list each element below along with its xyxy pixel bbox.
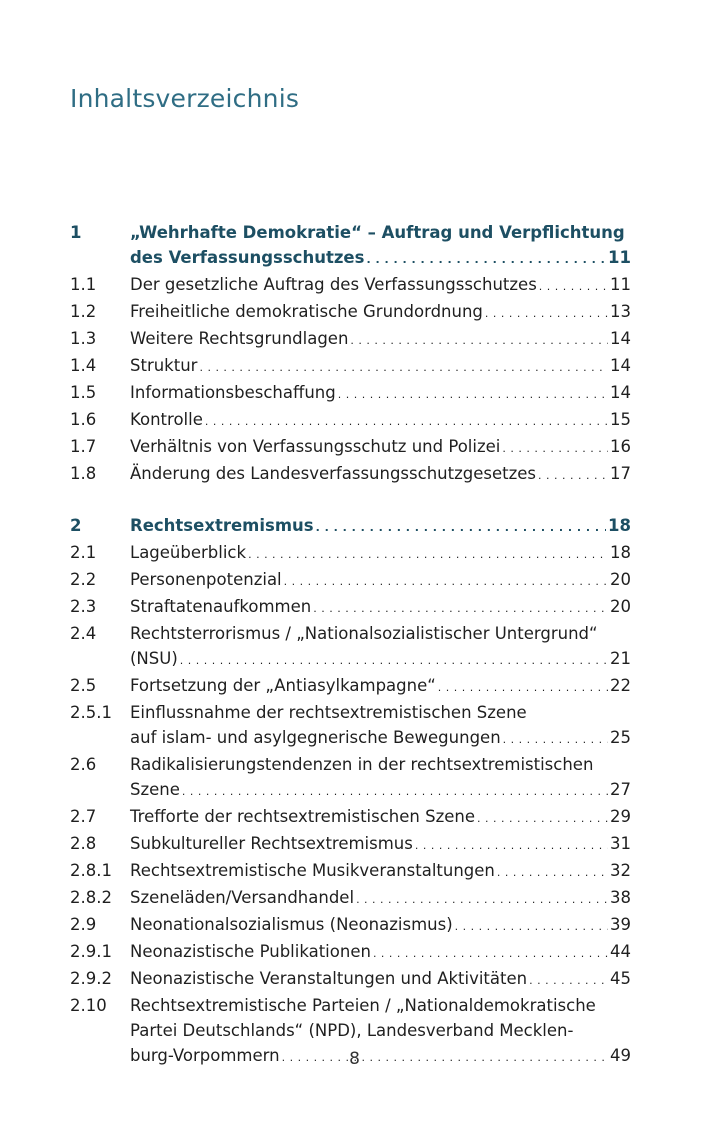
toc-page-number: 45 — [610, 969, 631, 988]
toc-entry-number: 2.3 — [70, 597, 97, 616]
toc-section-entry — [70, 461, 631, 488]
toc-dot-leader — [538, 463, 608, 488]
toc-entry-title — [130, 461, 631, 488]
toc-entry-title — [130, 621, 631, 673]
toc-entry-text: Rechtsextremistische Parteien / „Nationaldemokratische — [130, 996, 596, 1015]
toc-entry-text: Der gesetzliche Auftrag des Verfassungsschutzes — [130, 275, 537, 294]
toc-entry-text: Informationsbeschaffung — [130, 383, 336, 402]
toc-entry-number: 2.6 — [70, 755, 97, 774]
toc-entry-line — [130, 752, 631, 777]
toc-entry-text: Weitere Rechtsgrundlagen — [130, 329, 349, 348]
toc-entry-line — [130, 567, 631, 594]
toc-entry-text: Fortsetzung der „Antiasylkampagne“ — [130, 676, 436, 695]
toc-entry-title — [130, 434, 631, 461]
toc-entry-text: Szene — [130, 780, 180, 799]
toc-dot-leader — [497, 860, 608, 885]
toc-entry-number: 2.8 — [70, 834, 97, 853]
toc-entry-number: 2.9.2 — [70, 969, 112, 988]
toc-section-entry — [70, 858, 631, 885]
toc-entry-line — [130, 966, 631, 993]
toc-section-entry — [70, 752, 631, 804]
toc-entry-line — [130, 912, 631, 939]
toc-entry-text: Partei Deutschlands“ (NPD), Landesverband Mecklen- — [130, 1021, 574, 1040]
toc-page-number: 31 — [610, 834, 631, 853]
toc-dot-leader — [438, 675, 608, 700]
toc-entry-text: Szeneläden/Versandhandel — [130, 888, 355, 907]
toc-entry-line — [130, 272, 631, 299]
toc-entry-text: Verhältnis von Verfassungsschutz und Polizei — [130, 437, 501, 456]
toc-entry-number: 2.1 — [70, 543, 97, 562]
toc-entry-line — [130, 380, 631, 407]
toc-page-number: 18 — [610, 543, 631, 562]
toc-entry-title — [130, 513, 631, 540]
toc-dot-leader — [350, 328, 608, 353]
toc-page-number: 29 — [610, 807, 631, 826]
toc-entry-title — [130, 831, 631, 858]
toc-dot-leader — [356, 887, 608, 912]
toc-spacer — [70, 488, 631, 513]
toc-dot-leader — [415, 833, 608, 858]
toc-entry-title — [130, 326, 631, 353]
toc-entry-text: Neonationalsozialismus (Neonazismus) — [130, 915, 453, 934]
toc-entry-line — [130, 804, 631, 831]
toc-section-entry — [70, 594, 631, 621]
toc-entry-number: 1.2 — [70, 302, 97, 321]
toc-dot-leader — [366, 247, 606, 272]
toc-dot-leader — [373, 941, 608, 966]
toc-entry-text: Rechtsextremistische Musikveranstaltungen — [130, 861, 495, 880]
toc-entry-title — [130, 673, 631, 700]
toc-page-number: 20 — [610, 597, 631, 616]
toc-entry-line — [130, 725, 631, 752]
toc-section-entry — [70, 272, 631, 299]
toc-dot-leader — [338, 382, 608, 407]
toc-page-number: 11 — [610, 275, 631, 294]
toc-entry-line — [130, 220, 631, 245]
toc-section-entry — [70, 380, 631, 407]
toc-dot-leader — [316, 515, 606, 540]
toc-page-number: 13 — [610, 302, 631, 321]
toc-entry-title — [130, 299, 631, 326]
toc-page-number: 39 — [610, 915, 631, 934]
toc-entry-text: (NSU) — [130, 649, 178, 668]
toc-entry-number: 2.9.1 — [70, 942, 112, 961]
toc-section-entry — [70, 407, 631, 434]
toc-section-entry — [70, 567, 631, 594]
toc-dot-leader — [182, 779, 608, 804]
toc-entry-line — [130, 434, 631, 461]
toc-entry-number: 1.6 — [70, 410, 97, 429]
toc-page-number: 22 — [610, 676, 631, 695]
toc-page-number: 14 — [610, 383, 631, 402]
toc-entry-title — [130, 353, 631, 380]
toc-section-entry — [70, 912, 631, 939]
toc-chapter-entry — [70, 220, 631, 272]
toc-entry-number: 2.8.2 — [70, 888, 112, 907]
toc-entry-title — [130, 858, 631, 885]
toc-entry-line — [130, 461, 631, 488]
toc-section-entry — [70, 621, 631, 673]
toc-entry-number: 1.7 — [70, 437, 97, 456]
toc-entry-text: Freiheitliche demokratische Grundordnung — [130, 302, 483, 321]
toc-entry-number: 2.5 — [70, 676, 97, 695]
toc-section-entry — [70, 939, 631, 966]
toc-page-number: 32 — [610, 861, 631, 880]
toc-entry-number: 1 — [70, 223, 82, 242]
toc-entry-text: Neonazistische Veranstaltungen und Aktivitäten — [130, 969, 528, 988]
toc-entry-number: 1.8 — [70, 464, 97, 483]
toc-section-entry — [70, 804, 631, 831]
toc-page-number: 14 — [610, 356, 631, 375]
toc-section-entry — [70, 831, 631, 858]
toc-section-entry — [70, 353, 631, 380]
toc-page-number: 16 — [610, 437, 631, 456]
toc-dot-leader — [455, 914, 608, 939]
toc-dot-leader — [199, 355, 608, 380]
toc-chapter-entry — [70, 513, 631, 540]
toc-entry-line — [130, 540, 631, 567]
toc-entry-text: Lageüberblick — [130, 543, 247, 562]
toc-entry-number: 2.7 — [70, 807, 97, 826]
toc-entry-line — [130, 621, 631, 646]
toc-entry-title — [130, 912, 631, 939]
toc-page-number: 21 — [610, 649, 631, 668]
toc-entry-line — [130, 353, 631, 380]
toc-entry-line — [130, 245, 631, 272]
toc-dot-leader — [284, 569, 608, 594]
toc-entry-line — [130, 1018, 631, 1043]
toc-entry-text: auf islam- und asylgegnerische Bewegungen — [130, 728, 501, 747]
toc-page-number: 49 — [610, 1046, 631, 1065]
toc-entry-line — [130, 939, 631, 966]
toc-section-entry — [70, 540, 631, 567]
toc-page-number: 14 — [610, 329, 631, 348]
toc-entry-line — [130, 858, 631, 885]
toc-entry-text: Rechtsextremismus — [130, 516, 314, 535]
toc-entry-line — [130, 993, 631, 1018]
toc-entry-number: 1.4 — [70, 356, 97, 375]
toc-entry-text: Radikalisierungstendenzen in der rechtsextremistischen — [130, 755, 594, 774]
toc-section-entry — [70, 299, 631, 326]
toc-entry-text: Straftatenaufkommen — [130, 597, 312, 616]
toc-section-entry — [70, 700, 631, 752]
toc-section-entry — [70, 326, 631, 353]
toc-page-number: 11 — [608, 248, 631, 267]
toc-dot-leader — [313, 596, 608, 621]
toc-entry-title — [130, 567, 631, 594]
toc-entry-number: 1.1 — [70, 275, 97, 294]
toc-entry-text: Rechtsterrorismus / „Nationalsozialistischer Untergrund“ — [130, 624, 598, 643]
toc-entry-line — [130, 700, 631, 725]
toc-section-entry — [70, 673, 631, 700]
table-of-contents — [70, 220, 631, 1070]
toc-entry-text: „Wehrhafte Demokratie“ – Auftrag und Verpflichtung — [130, 223, 625, 242]
toc-page-number: 20 — [610, 570, 631, 589]
toc-entry-title — [130, 885, 631, 912]
toc-page-number: 15 — [610, 410, 631, 429]
toc-dot-leader — [248, 542, 608, 567]
toc-entry-text: Personenpotenzial — [130, 570, 282, 589]
toc-entry-number: 1.3 — [70, 329, 97, 348]
toc-entry-line — [130, 885, 631, 912]
toc-section-entry — [70, 434, 631, 461]
toc-entry-text: Änderung des Landesverfassungsschutzgesetzes — [130, 464, 536, 483]
toc-entry-line — [130, 513, 631, 540]
toc-page-number: 17 — [610, 464, 631, 483]
toc-entry-line — [130, 299, 631, 326]
toc-dot-leader — [180, 648, 608, 673]
page-title: Inhaltsverzeichnis — [70, 84, 300, 113]
toc-entry-title — [130, 594, 631, 621]
toc-dot-leader — [477, 806, 608, 831]
toc-entry-title — [130, 804, 631, 831]
toc-page-number: 27 — [610, 780, 631, 799]
toc-entry-number: 1.5 — [70, 383, 97, 402]
toc-page-number: 38 — [610, 888, 631, 907]
page-number: 8 — [349, 1049, 360, 1069]
toc-entry-number: 2 — [70, 516, 82, 535]
toc-dot-leader — [503, 727, 608, 752]
toc-entry-title — [130, 407, 631, 434]
toc-entry-text: Kontrolle — [130, 410, 203, 429]
toc-page-number: 44 — [610, 942, 631, 961]
toc-entry-text: Einflussnahme der rechtsextremistischen Szene — [130, 703, 527, 722]
toc-entry-line — [130, 777, 631, 804]
toc-entry-text: des Verfassungsschutzes — [130, 248, 365, 267]
toc-section-entry — [70, 966, 631, 993]
toc-entry-text: Struktur — [130, 356, 198, 375]
toc-entry-text: burg-Vorpommern — [130, 1046, 280, 1065]
toc-entry-title — [130, 966, 631, 993]
toc-entry-line — [130, 646, 631, 673]
toc-entry-number: 2.2 — [70, 570, 97, 589]
toc-entry-number: 2.9 — [70, 915, 97, 934]
toc-entry-line — [130, 326, 631, 353]
toc-dot-leader — [485, 301, 608, 326]
toc-entry-number: 2.8.1 — [70, 861, 112, 880]
toc-entry-text: Subkultureller Rechtsextremismus — [130, 834, 413, 853]
toc-entry-line — [130, 673, 631, 700]
toc-dot-leader — [529, 968, 608, 993]
toc-entry-title — [130, 380, 631, 407]
toc-dot-leader — [502, 436, 608, 461]
toc-entry-number: 2.5.1 — [70, 703, 112, 722]
toc-entry-title — [130, 752, 631, 804]
toc-entry-line — [130, 594, 631, 621]
toc-entry-title — [130, 272, 631, 299]
toc-entry-number: 2.10 — [70, 996, 107, 1015]
toc-entry-text: Neonazistische Publikationen — [130, 942, 371, 961]
toc-dot-leader — [205, 409, 608, 434]
toc-page-number: 18 — [608, 516, 631, 535]
toc-entry-line — [130, 407, 631, 434]
toc-dot-leader — [539, 274, 608, 299]
toc-entry-text: Trefforte der rechtsextremistischen Szene — [130, 807, 476, 826]
toc-entry-title — [130, 939, 631, 966]
toc-entry-number: 2.4 — [70, 624, 97, 643]
toc-section-entry — [70, 885, 631, 912]
toc-page-number: 25 — [610, 728, 631, 747]
toc-entry-title — [130, 220, 631, 272]
toc-entry-title — [130, 540, 631, 567]
toc-entry-title — [130, 700, 631, 752]
toc-entry-line — [130, 831, 631, 858]
